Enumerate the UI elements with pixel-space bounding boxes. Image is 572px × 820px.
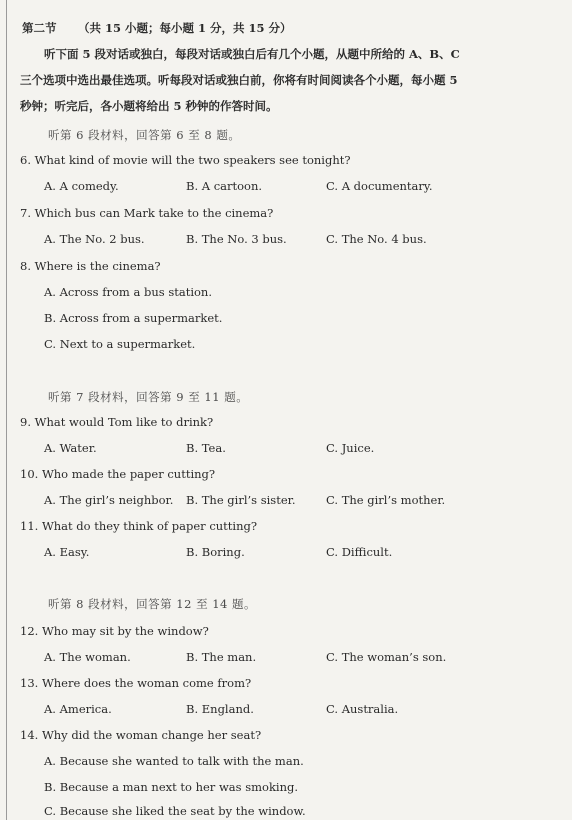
option-b: B. Boring. bbox=[186, 545, 245, 559]
question-stem: 7. Which bus can Mark take to the cinema? bbox=[20, 206, 274, 220]
group-instruction: 听第 6 段材料，回答第 6 至 8 题。 bbox=[48, 128, 241, 142]
question-stem: 14. Why did the woman change her seat? bbox=[20, 728, 262, 742]
option-a: A. The woman. bbox=[44, 650, 131, 664]
option-c: C. Australia. bbox=[326, 702, 399, 716]
section-intro-line-2: 三个选项中选出最佳选项。听每段对话或独白前，你将有时间阅读各个小题，每小题 5 bbox=[20, 73, 458, 87]
section-intro-line-1: 听下面 5 段对话或独白，每段对话或独白后有几个小题，从题中所给的 A、B、C bbox=[44, 47, 460, 61]
option-b: B. The girl’s sister. bbox=[186, 493, 296, 507]
option-c: C. The No. 4 bus. bbox=[326, 232, 427, 246]
question-stem: 9. What would Tom like to drink? bbox=[20, 415, 214, 429]
group-instruction: 听第 7 段材料，回答第 9 至 11 题。 bbox=[48, 390, 249, 404]
option-b: B. A cartoon. bbox=[186, 179, 263, 193]
option-b: B. England. bbox=[186, 702, 254, 716]
option-b: B. The man. bbox=[186, 650, 257, 664]
question-stem: 8. Where is the cinema? bbox=[20, 259, 161, 273]
option-c: C. Juice. bbox=[326, 441, 375, 455]
option-a: A. Water. bbox=[44, 441, 97, 455]
question-stem: 13. Where does the woman come from? bbox=[20, 676, 252, 690]
option-a: A. Easy. bbox=[44, 545, 90, 559]
question-stem: 6. What kind of movie will the two speakers see tonight? bbox=[20, 153, 351, 167]
option-b: B. Tea. bbox=[186, 441, 226, 455]
margin-line bbox=[6, 0, 7, 820]
group-instruction: 听第 8 段材料，回答第 12 至 14 题。 bbox=[48, 597, 257, 611]
option-a: A. America. bbox=[44, 702, 112, 716]
question-stem: 11. What do they think of paper cutting? bbox=[20, 519, 258, 533]
option-b: B. Because a man next to her was smoking. bbox=[44, 780, 299, 794]
option-a: A. Across from a bus station. bbox=[44, 285, 212, 299]
option-c: C. The girl’s mother. bbox=[326, 493, 446, 507]
option-c: C. Because she liked the seat by the window. bbox=[44, 804, 306, 818]
section-intro-line-3: 秒钟；听完后，各小题将给出 5 秒钟的作答时间。 bbox=[20, 99, 278, 113]
option-a: A. The girl’s neighbor. bbox=[44, 493, 174, 507]
option-b: B. The No. 3 bus. bbox=[186, 232, 287, 246]
section-info: （共 15 小题；每小题 1 分，共 15 分） bbox=[78, 21, 292, 35]
option-a: A. Because she wanted to talk with the man. bbox=[44, 754, 304, 768]
option-a: A. The No. 2 bus. bbox=[44, 232, 145, 246]
option-c: C. The woman’s son. bbox=[326, 650, 447, 664]
option-a: A. A comedy. bbox=[44, 179, 119, 193]
question-stem: 10. Who made the paper cutting? bbox=[20, 467, 216, 481]
option-c: C. Next to a supermarket. bbox=[44, 337, 196, 351]
option-b: B. Across from a supermarket. bbox=[44, 311, 223, 325]
question-stem: 12. Who may sit by the window? bbox=[20, 624, 209, 638]
option-c: C. Difficult. bbox=[326, 545, 393, 559]
section-title: 第二节 bbox=[22, 21, 57, 35]
option-c: C. A documentary. bbox=[326, 179, 433, 193]
